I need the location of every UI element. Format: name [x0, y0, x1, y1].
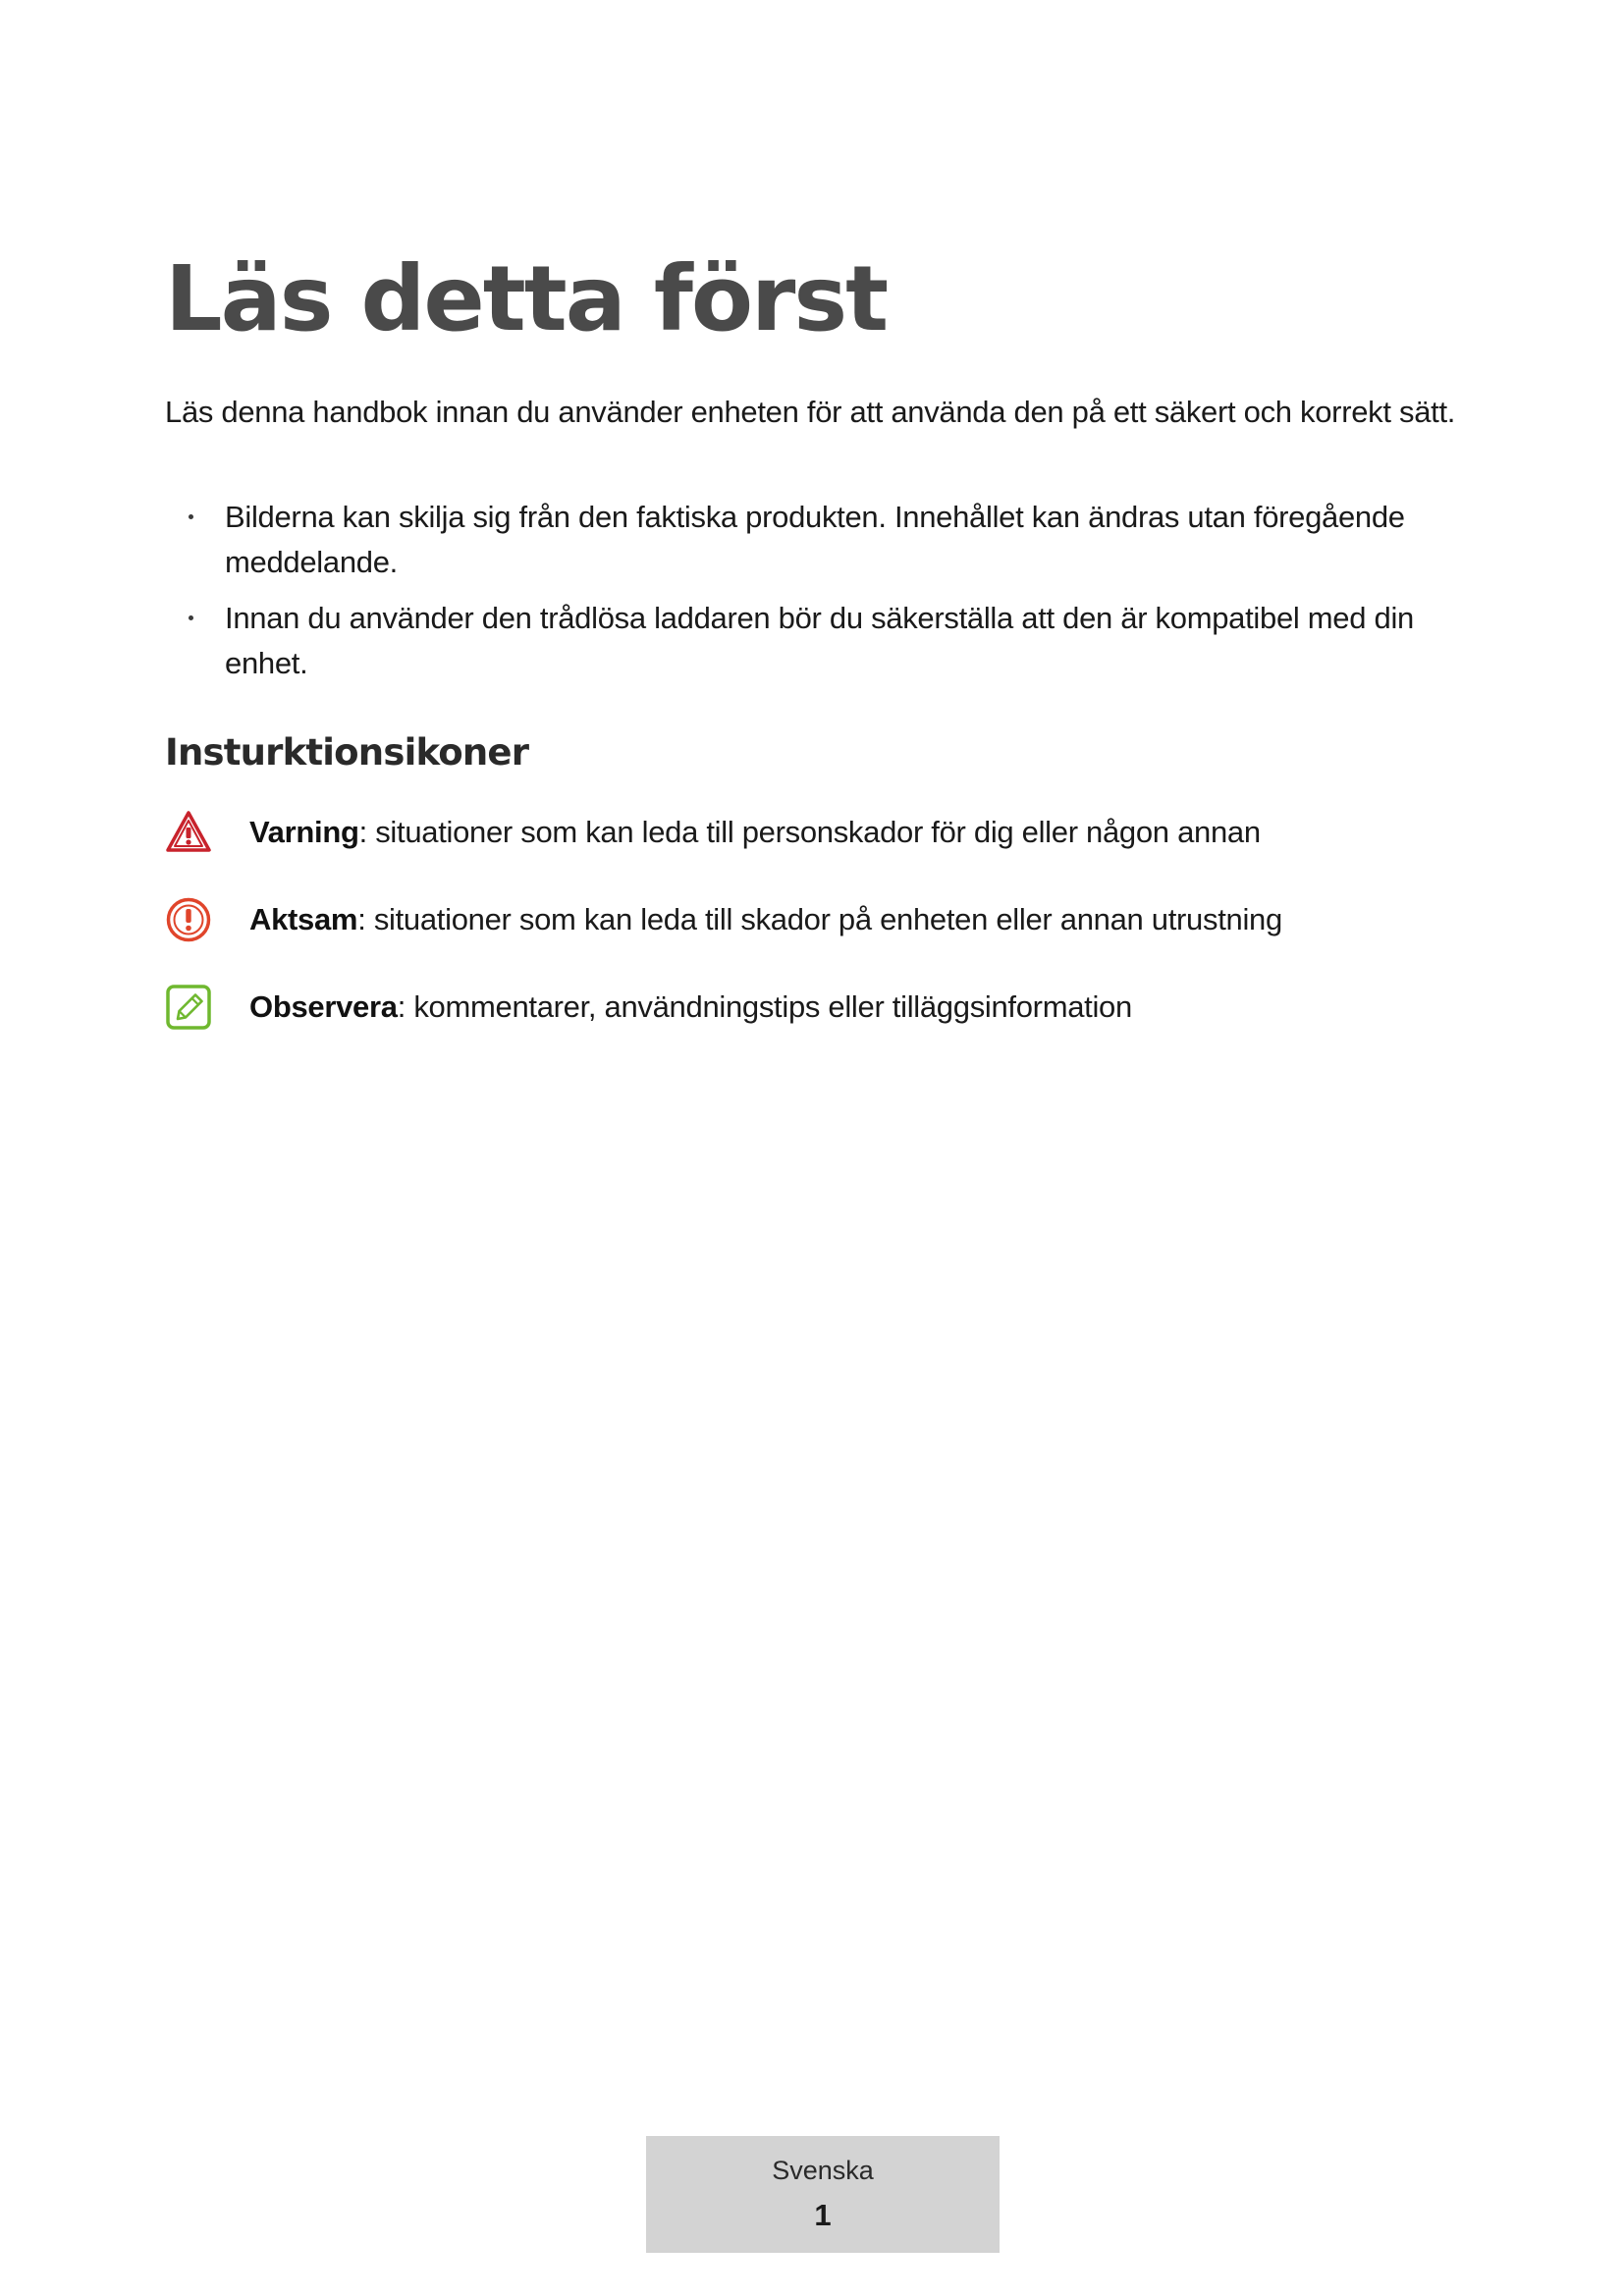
footer-language: Svenska	[772, 2156, 874, 2185]
instruction-term: Aktsam	[249, 902, 358, 936]
warning-triangle-icon	[165, 809, 212, 856]
instruction-term: Varning	[249, 815, 359, 849]
page-number: 1	[814, 2198, 832, 2232]
section-heading: Insturktionsikoner	[165, 731, 529, 774]
instruction-row-caution	[165, 896, 1471, 945]
instruction-text	[249, 809, 1261, 856]
list-item	[165, 495, 1471, 585]
instruction-text	[249, 896, 1282, 943]
page-title: Läs detta först	[165, 246, 888, 351]
bullet-text: Bilderna kan skilja sig från den faktiska produkten. Innehållet kan ändras utan föregående meddelande.	[225, 500, 1405, 579]
bullet-dot	[189, 615, 193, 620]
bullet-list	[165, 495, 1471, 697]
instruction-description: : situationer som kan leda till personskador för dig eller någon annan	[358, 815, 1261, 849]
intro-paragraph: Läs denna handbok innan du använder enheten för att använda den på ett säkert och korrekt sätt.	[165, 395, 1456, 429]
instruction-term: Observera	[249, 989, 398, 1024]
instruction-row-note	[165, 984, 1471, 1033]
list-item	[165, 596, 1471, 686]
instruction-text	[249, 984, 1132, 1031]
note-pencil-icon	[165, 984, 212, 1031]
instruction-description: : situationer som kan leda till skador på enheten eller annan utrustning	[357, 902, 1282, 936]
bullet-dot	[189, 514, 193, 519]
instruction-description: : kommentarer, användningstips eller tilläggsinformation	[397, 989, 1132, 1024]
bullet-text: Innan du använder den trådlösa laddaren bör du säkerställa att den är kompatibel med din enhet.	[225, 601, 1414, 680]
caution-circle-icon	[165, 896, 212, 943]
instruction-row-warning	[165, 809, 1471, 858]
page-footer	[646, 2136, 1000, 2253]
